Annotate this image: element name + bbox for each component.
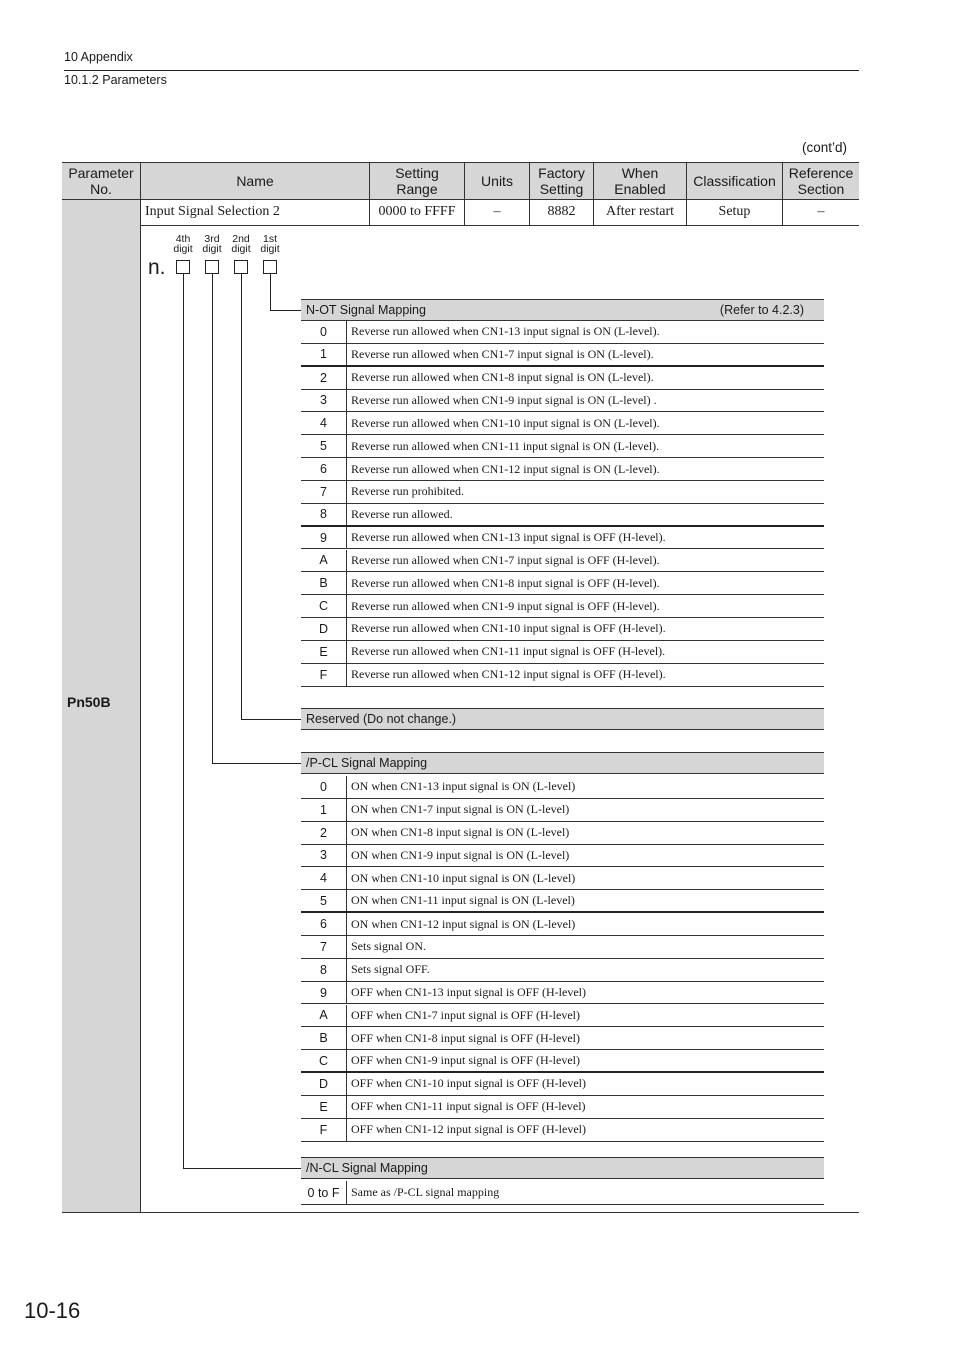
row-code: F: [301, 1119, 347, 1141]
row-description: OFF when CN1-8 input signal is OFF (H-level): [351, 1030, 580, 1045]
row-code: 1: [301, 799, 347, 821]
table-row: [301, 982, 824, 1005]
table-row: [301, 1119, 824, 1142]
header-units: Units: [465, 162, 529, 199]
param-name: Input Signal Selection 2: [145, 204, 280, 219]
table-border-top: [62, 162, 859, 163]
row-description: Reverse run allowed when CN1-10 input signal is OFF (H-level).: [351, 621, 666, 636]
row-code: 4: [301, 412, 347, 434]
connector-3rd: [212, 274, 213, 763]
row-description: Same as /P-CL signal mapping: [351, 1185, 500, 1199]
row-code: 3: [301, 845, 347, 867]
row-description: Reverse run allowed when CN1-12 input signal is OFF (H-level).: [351, 667, 666, 682]
table-row: [301, 776, 824, 799]
row-description: Reverse run allowed when CN1-13 input signal is OFF (H-level).: [351, 530, 666, 545]
row-description: OFF when CN1-9 input signal is OFF (H-level): [351, 1053, 580, 1068]
table-col-rule: [369, 162, 370, 225]
row-description: Reverse run allowed when CN1-11 input signal is ON (L-level).: [351, 438, 660, 453]
table-row: [301, 867, 824, 890]
table-border-bottom: [62, 1212, 859, 1213]
row-code: 9: [301, 527, 347, 549]
connector-4th: [183, 274, 184, 1168]
row-code: 7: [301, 481, 347, 503]
pcl-mapping-header: [301, 752, 824, 774]
pcl-mapping-title: /P-CL Signal Mapping: [306, 756, 428, 770]
not-mapping-header: [301, 299, 824, 321]
row-code: 5: [301, 890, 347, 911]
param-when-enabled: After restart: [605, 204, 675, 219]
param-units: –: [493, 204, 501, 219]
table-row: [301, 321, 824, 344]
table-row: [301, 890, 824, 913]
row-description: OFF when CN1-7 input signal is OFF (H-level): [351, 1007, 580, 1022]
row-description: Reverse run allowed.: [351, 506, 453, 521]
connector-2nd: [241, 274, 242, 719]
row-code: 5: [301, 435, 347, 457]
section-heading: 10.1.2 Parameters: [64, 73, 167, 87]
row-code: 8: [301, 504, 347, 525]
row-code: 2: [301, 822, 347, 844]
row-code: 8: [301, 959, 347, 981]
header-when-enabled: When Enabled: [594, 162, 686, 199]
connector-3rd: [212, 763, 301, 764]
row-description: Reverse run allowed when CN1-7 input signal is OFF (H-level).: [351, 552, 660, 567]
reserved-header: [301, 708, 824, 730]
table-row: [301, 1181, 824, 1205]
row-code: B: [301, 572, 347, 594]
page-number: 10-16: [24, 1298, 81, 1323]
row-description: Reverse run allowed when CN1-13 input signal is ON (L-level).: [351, 324, 660, 339]
row-description: Reverse run allowed when CN1-8 input signal is OFF (H-level).: [351, 575, 660, 590]
connector-2nd: [241, 719, 301, 720]
row-code: D: [301, 1073, 347, 1095]
table-row: [301, 527, 824, 550]
table-row: [301, 344, 824, 367]
param-classification: Setup: [718, 204, 751, 219]
table-row: [301, 1073, 824, 1096]
digit-box-4th: [176, 260, 190, 274]
header-reference-section: Reference Section: [783, 162, 859, 199]
row-code: 0: [301, 776, 347, 798]
row-description: Reverse run allowed when CN1-10 input signal is ON (L-level).: [351, 415, 660, 430]
digit-label-4th: 4th digit: [173, 233, 193, 255]
param-setting-range: 0000 to FFFF: [378, 204, 456, 219]
digit-label-1st: 1st digit: [260, 233, 280, 255]
row-code: 6: [301, 913, 347, 935]
digit-box-3rd: [205, 260, 219, 274]
row-description: ON when CN1-7 input signal is ON (L-level): [351, 802, 570, 817]
header-classification: Classification: [687, 162, 782, 199]
digit-label-3rd: 3rd digit: [202, 233, 222, 255]
connector-1st: [270, 274, 271, 310]
row-code: 9: [301, 982, 347, 1004]
row-code: B: [301, 1027, 347, 1049]
header-name: Name: [141, 162, 369, 199]
ncl-mapping-header: [301, 1157, 824, 1179]
param-reference-section: –: [817, 204, 825, 219]
row-code: 0 to F: [301, 1181, 347, 1204]
row-description: ON when CN1-10 input signal is ON (L-level): [351, 870, 576, 885]
row-description: Reverse run allowed when CN1-12 input signal is ON (L-level).: [351, 461, 660, 476]
row-code: D: [301, 618, 347, 640]
row-description: ON when CN1-11 input signal is ON (L-level): [351, 893, 575, 908]
row-description: ON when CN1-9 input signal is ON (L-level): [351, 847, 570, 862]
row-description: Reverse run prohibited.: [351, 484, 464, 499]
table-row: [301, 913, 824, 936]
row-description: Sets signal ON.: [351, 939, 426, 954]
row-description: ON when CN1-13 input signal is ON (L-level): [351, 779, 576, 794]
connector-1st: [270, 310, 301, 311]
table-row: [301, 1050, 824, 1073]
table-row: [301, 367, 824, 390]
table-row: [301, 550, 824, 573]
table-row: [301, 959, 824, 982]
row-code: 3: [301, 390, 347, 412]
table-row: [301, 664, 824, 687]
table-row: [301, 504, 824, 527]
row-description: OFF when CN1-10 input signal is OFF (H-level): [351, 1076, 586, 1091]
row-code: E: [301, 1096, 347, 1118]
table-col-rule: [529, 162, 530, 225]
row-code: 4: [301, 867, 347, 889]
row-description: OFF when CN1-12 input signal is OFF (H-level): [351, 1122, 586, 1137]
ncl-mapping-title: /N-CL Signal Mapping: [306, 1161, 428, 1175]
row-code: 0: [301, 321, 347, 343]
table-row: [301, 435, 824, 458]
header-setting-range: Setting Range: [370, 162, 464, 199]
row-description: Reverse run allowed when CN1-9 input signal is OFF (H-level).: [351, 598, 660, 613]
header-rule: [64, 70, 859, 71]
row-description: Reverse run allowed when CN1-9 input signal is ON (L-level) .: [351, 392, 657, 407]
row-description: ON when CN1-12 input signal is ON (L-level): [351, 916, 576, 931]
table-row: [301, 1027, 824, 1050]
table-row: [301, 1096, 824, 1119]
param-number: Pn50B: [67, 694, 111, 710]
row-code: E: [301, 641, 347, 663]
table-header-rule: [62, 199, 859, 200]
row-code: F: [301, 664, 347, 686]
table-col-rule: [464, 162, 465, 225]
row-description: OFF when CN1-11 input signal is OFF (H-level): [351, 1099, 586, 1114]
table-row: [301, 845, 824, 868]
table-row: [301, 572, 824, 595]
row-code: C: [301, 1050, 347, 1071]
row-code: 7: [301, 936, 347, 958]
digit-box-2nd: [234, 260, 248, 274]
row-description: ON when CN1-8 input signal is ON (L-level): [351, 825, 570, 840]
row-code: A: [301, 550, 347, 572]
table-row: [301, 641, 824, 664]
table-row: [301, 595, 824, 618]
table-row: [301, 799, 824, 822]
not-mapping-title: N-OT Signal Mapping: [306, 303, 426, 317]
row-code: 2: [301, 367, 347, 389]
connector-4th: [183, 1168, 301, 1169]
table-value-rule: [140, 225, 859, 226]
table-col-rule: [140, 162, 141, 1212]
row-description: Reverse run allowed when CN1-7 input signal is ON (L-level).: [351, 346, 654, 361]
table-row: [301, 936, 824, 959]
digit-label-2nd: 2nd digit: [231, 233, 251, 255]
row-description: Reverse run allowed when CN1-8 input signal is ON (L-level).: [351, 370, 654, 385]
chapter-heading: 10 Appendix: [64, 50, 133, 64]
digit-box-1st: [263, 260, 277, 274]
not-mapping-ref: (Refer to 4.2.3): [719, 303, 804, 317]
header-param-no: Parameter No.: [62, 162, 140, 199]
header-factory-setting: Factory Setting: [530, 162, 593, 199]
row-description: OFF when CN1-13 input signal is OFF (H-level): [351, 985, 586, 1000]
table-row: [301, 481, 824, 504]
table-row: [301, 822, 824, 845]
row-code: C: [301, 595, 347, 617]
table-col-rule: [686, 162, 687, 225]
table-row: [301, 390, 824, 413]
table-row: [301, 412, 824, 435]
n-prefix: n.: [148, 256, 166, 279]
row-description: Sets signal OFF.: [351, 962, 430, 977]
continued-note: (cont’d): [802, 140, 848, 155]
row-code: 1: [301, 344, 347, 365]
row-code: 6: [301, 458, 347, 480]
table-row: [301, 1005, 824, 1028]
table-row: [301, 458, 824, 481]
reserved-title: Reserved (Do not change.): [306, 712, 457, 726]
table-row: [301, 618, 824, 641]
table-col-rule: [782, 162, 783, 225]
row-description: Reverse run allowed when CN1-11 input signal is OFF (H-level).: [351, 644, 666, 659]
table-col-rule: [593, 162, 594, 225]
row-code: A: [301, 1005, 347, 1027]
param-factory-setting: 8882: [547, 204, 576, 219]
